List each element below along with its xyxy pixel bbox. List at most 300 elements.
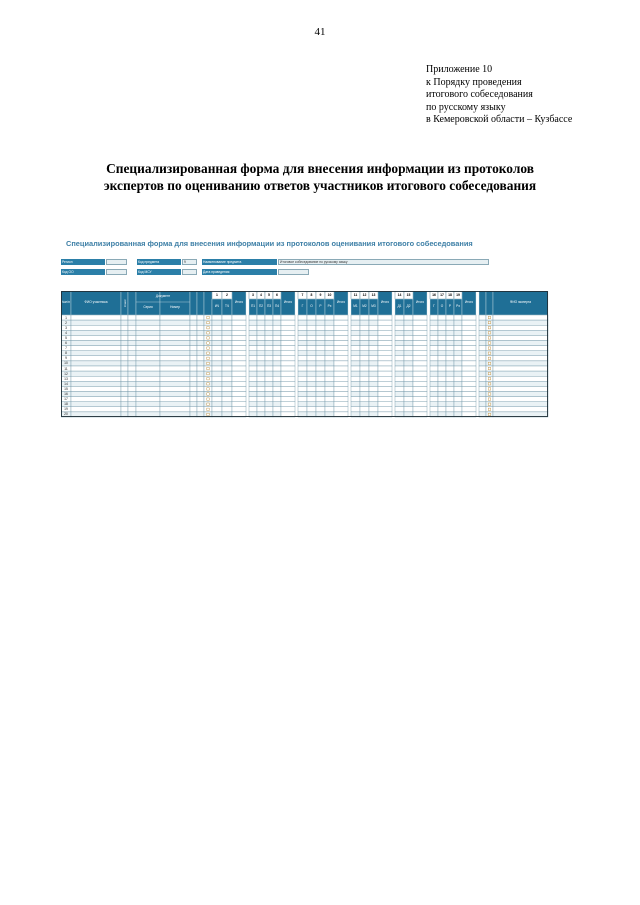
table-cell: [265, 371, 273, 376]
table-cell: [160, 330, 190, 335]
table-cell: [190, 402, 197, 407]
table-cell: [222, 407, 232, 412]
table-cell: [190, 361, 197, 366]
table-cell: [298, 397, 307, 402]
mark-header: [204, 291, 212, 315]
table-cell: [351, 376, 360, 381]
table-cell: [212, 381, 222, 386]
checkbox[interactable]: [207, 367, 209, 369]
table-cell: [430, 402, 438, 407]
table-cell: [413, 356, 427, 361]
checkbox[interactable]: [488, 362, 490, 364]
table-cell: [190, 325, 197, 330]
table-cell: [479, 341, 486, 346]
checkbox[interactable]: [207, 337, 209, 339]
table-cell: [438, 366, 446, 371]
table-cell: [395, 402, 404, 407]
table-cell: [249, 376, 257, 381]
table-cell: [136, 356, 160, 361]
table-cell: [197, 315, 204, 320]
table-cell: [360, 341, 369, 346]
table-cell: [273, 351, 281, 356]
checkbox[interactable]: [207, 408, 209, 410]
table-cell: [281, 315, 295, 320]
task-number: 8: [310, 293, 313, 297]
check-header: [479, 291, 486, 315]
table-cell: [404, 320, 413, 325]
table-cell: [121, 341, 128, 346]
checkbox[interactable]: [207, 357, 209, 359]
table-cell: [430, 341, 438, 346]
checkbox[interactable]: [488, 357, 490, 359]
table-cell: [307, 330, 316, 335]
table-cell: [446, 376, 454, 381]
checkbox[interactable]: [488, 383, 490, 385]
checkbox[interactable]: [488, 372, 490, 374]
table-cell: [413, 361, 427, 366]
table-cell: [249, 325, 257, 330]
table-cell: [212, 392, 222, 397]
table-cell: [121, 346, 128, 351]
subject-name-field[interactable]: Итоговое собеседование по русскому языку: [278, 259, 489, 265]
table-cell: [378, 386, 392, 391]
table-cell: [404, 376, 413, 381]
table-cell: [360, 371, 369, 376]
table-cell: [316, 325, 325, 330]
checkbox[interactable]: [207, 413, 209, 415]
checkbox[interactable]: [207, 383, 209, 385]
table-cell: [430, 351, 438, 356]
table-cell: [378, 315, 392, 320]
checkbox[interactable]: [207, 347, 209, 349]
table-cell: [197, 351, 204, 356]
checkbox[interactable]: [488, 352, 490, 354]
table-cell: [281, 397, 295, 402]
table-cell: [493, 402, 548, 407]
checkbox[interactable]: [207, 398, 209, 400]
table-cell: [128, 371, 136, 376]
table-cell: [273, 407, 281, 412]
table-cell: [493, 397, 548, 402]
table-cell: [160, 407, 190, 412]
table-cell: [197, 330, 204, 335]
table-cell: [369, 376, 378, 381]
checkbox[interactable]: [207, 388, 209, 390]
table-cell: [360, 330, 369, 335]
table-cell: [212, 386, 222, 391]
table-cell: [378, 361, 392, 366]
task-number: 16: [432, 293, 436, 297]
table-cell: [462, 315, 476, 320]
document-group-label: Документ: [155, 294, 171, 299]
table-cell: [430, 376, 438, 381]
table-cell: [222, 330, 232, 335]
table-cell: [438, 397, 446, 402]
table-cell: [257, 371, 265, 376]
table-cell: [128, 402, 136, 407]
table-cell: [128, 335, 136, 340]
table-cell: [454, 325, 462, 330]
task-number: 17: [440, 293, 444, 297]
table-cell: [160, 341, 190, 346]
table-cell: [197, 402, 204, 407]
subject-code-field[interactable]: 9: [182, 259, 197, 265]
table-cell: [479, 366, 486, 371]
checkbox[interactable]: [488, 408, 490, 410]
table-cell: [249, 407, 257, 412]
table-cell: [257, 356, 265, 361]
table-cell: [281, 356, 295, 361]
table-cell: [232, 402, 246, 407]
checkbox[interactable]: [488, 393, 490, 395]
table-cell: [232, 366, 246, 371]
row-number: 11: [64, 366, 68, 371]
checkbox[interactable]: [488, 413, 490, 415]
table-cell: [325, 376, 334, 381]
checkbox[interactable]: [207, 362, 209, 364]
table-cell: [438, 392, 446, 397]
table-cell: [197, 320, 204, 325]
table-cell: [404, 407, 413, 412]
table-cell: [298, 356, 307, 361]
total-header-label: Итого: [415, 300, 425, 305]
table-cell: [454, 371, 462, 376]
table-cell: [307, 356, 316, 361]
table-cell: [462, 407, 476, 412]
table-cell: [454, 356, 462, 361]
table-cell: [222, 335, 232, 340]
table-cell: [413, 397, 427, 402]
table-cell: [369, 346, 378, 351]
table-cell: [351, 407, 360, 412]
table-cell: [298, 381, 307, 386]
table-cell: [298, 351, 307, 356]
table-cell: [257, 392, 265, 397]
table-cell: [430, 366, 438, 371]
table-cell: [325, 397, 334, 402]
table-cell: [273, 392, 281, 397]
checkbox[interactable]: [207, 321, 209, 323]
table-cell: [462, 356, 476, 361]
table-cell: [430, 381, 438, 386]
checkbox[interactable]: [488, 378, 490, 380]
table-cell: [212, 335, 222, 340]
appendix-line: по русскому языку: [426, 101, 506, 113]
table-cell: [121, 320, 128, 325]
table-cell: [479, 315, 486, 320]
table-cell: [212, 341, 222, 346]
criterion-label: М1: [353, 304, 358, 309]
table-cell: [395, 371, 404, 376]
table-cell: [71, 402, 121, 407]
table-cell: [316, 320, 325, 325]
table-cell: [395, 386, 404, 391]
table-cell: [369, 371, 378, 376]
table-cell: [160, 335, 190, 340]
table-cell: [493, 356, 548, 361]
table-cell: [71, 335, 121, 340]
table-cell: [249, 386, 257, 391]
table-cell: [273, 341, 281, 346]
form-title: Специализированная форма для внесения информации из протоколов оценивания итогового собеседования: [66, 239, 473, 248]
table-cell: [197, 346, 204, 351]
table-cell: [307, 341, 316, 346]
table-cell: [128, 381, 136, 386]
table-cell: [351, 325, 360, 330]
table-cell: [438, 381, 446, 386]
task-number: 3: [252, 293, 254, 297]
table-cell: [232, 371, 246, 376]
table-cell: [369, 366, 378, 371]
criterion-label: Д2: [406, 304, 411, 309]
oo-code-field[interactable]: [106, 269, 127, 275]
criterion-label: О: [440, 304, 444, 309]
table-cell: [212, 320, 222, 325]
table-cell: [360, 392, 369, 397]
table-cell: [395, 361, 404, 366]
table-cell: [121, 386, 128, 391]
table-cell: [369, 335, 378, 340]
criterion-label: П3: [266, 304, 272, 309]
table-cell: [298, 320, 307, 325]
table-cell: [265, 346, 273, 351]
table-cell: [360, 361, 369, 366]
table-cell: [160, 366, 190, 371]
table-cell: [462, 346, 476, 351]
checkbox[interactable]: [207, 378, 209, 380]
table-cell: [232, 315, 246, 320]
table-cell: [351, 361, 360, 366]
msu-code-field[interactable]: [182, 269, 197, 275]
table-cell: [430, 371, 438, 376]
table-cell: [298, 402, 307, 407]
checkbox[interactable]: [488, 388, 490, 390]
table-cell: [462, 320, 476, 325]
checkbox[interactable]: [488, 332, 490, 334]
table-cell: [462, 361, 476, 366]
table-cell: [197, 371, 204, 376]
table-cell: [493, 315, 548, 320]
table-cell: [257, 361, 265, 366]
table-cell: [446, 407, 454, 412]
table-cell: [378, 320, 392, 325]
table-cell: [222, 392, 232, 397]
table-cell: [197, 381, 204, 386]
table-cell: [404, 392, 413, 397]
criterion-label: Р: [319, 304, 322, 309]
checkbox[interactable]: [207, 327, 209, 329]
table-cell: [395, 330, 404, 335]
table-cell: [265, 392, 273, 397]
table-cell: [316, 386, 325, 391]
checkbox[interactable]: [207, 352, 209, 354]
table-cell: [265, 402, 273, 407]
table-cell: [265, 407, 273, 412]
table-cell: [334, 381, 348, 386]
table-cell: [222, 386, 232, 391]
table-cell: [222, 351, 232, 356]
table-cell: [360, 407, 369, 412]
total-header-label: Итого: [234, 300, 244, 305]
table-cell: [307, 346, 316, 351]
checkbox[interactable]: [207, 342, 209, 344]
table-cell: [307, 402, 316, 407]
doc-type-header: [128, 291, 136, 315]
row-number: 2: [65, 320, 67, 325]
checkbox[interactable]: [488, 337, 490, 339]
table-cell: [249, 392, 257, 397]
table-cell: [430, 361, 438, 366]
table-cell: [257, 376, 265, 381]
table-cell: [404, 397, 413, 402]
task-number: 1: [216, 293, 218, 297]
checkbox[interactable]: [488, 347, 490, 349]
table-cell: [316, 341, 325, 346]
table-cell: [430, 407, 438, 412]
table-cell: [257, 335, 265, 340]
task-number: 13: [371, 293, 376, 297]
table-cell: [197, 376, 204, 381]
table-cell: [71, 356, 121, 361]
table-cell: [160, 356, 190, 361]
table-cell: [493, 381, 548, 386]
table-cell: [438, 356, 446, 361]
checkbox[interactable]: [207, 403, 209, 405]
table-cell: [281, 341, 295, 346]
table-cell: [360, 397, 369, 402]
table-cell: [413, 341, 427, 346]
table-cell: [257, 397, 265, 402]
table-cell: [128, 376, 136, 381]
table-cell: [281, 346, 295, 351]
table-cell: [334, 356, 348, 361]
table-cell: [479, 397, 486, 402]
row-number: 10: [64, 361, 68, 366]
checkbox[interactable]: [488, 367, 490, 369]
table-cell: [136, 361, 160, 366]
table-cell: [454, 346, 462, 351]
table-cell: [257, 351, 265, 356]
table-cell: [334, 325, 348, 330]
table-cell: [307, 325, 316, 330]
table-cell: [281, 402, 295, 407]
table-cell: [395, 346, 404, 351]
table-cell: [71, 407, 121, 412]
table-cell: [413, 351, 427, 356]
table-cell: [298, 341, 307, 346]
date-field[interactable]: [278, 269, 309, 275]
table-cell: [71, 376, 121, 381]
table-cell: [307, 320, 316, 325]
table-cell: [121, 356, 128, 361]
table-cell: [316, 351, 325, 356]
table-cell: [316, 346, 325, 351]
table-cell: [360, 320, 369, 325]
checkbox[interactable]: [488, 398, 490, 400]
table-cell: [413, 371, 427, 376]
table-cell: [249, 341, 257, 346]
table-cell: [307, 392, 316, 397]
table-cell: [265, 325, 273, 330]
page-number: 41: [314, 26, 326, 38]
checkbox[interactable]: [488, 321, 490, 323]
table-cell: [334, 402, 348, 407]
table-cell: [136, 407, 160, 412]
table-cell: [190, 351, 197, 356]
table-cell: [360, 325, 369, 330]
table-cell: [325, 335, 334, 340]
table-cell: [462, 376, 476, 381]
table-cell: [298, 361, 307, 366]
table-cell: [378, 371, 392, 376]
row-number: 19: [64, 407, 68, 412]
criterion-label: Г: [301, 304, 304, 309]
table-cell: [351, 320, 360, 325]
table-cell: [160, 402, 190, 407]
table-cell: [121, 371, 128, 376]
table-cell: [197, 397, 204, 402]
checkbox[interactable]: [207, 332, 209, 334]
table-cell: [413, 346, 427, 351]
table-cell: [378, 341, 392, 346]
table-cell: [281, 376, 295, 381]
table-cell: [273, 320, 281, 325]
table-cell: [222, 320, 232, 325]
table-cell: [493, 320, 548, 325]
table-cell: [462, 381, 476, 386]
checkbox[interactable]: [207, 316, 209, 318]
table-cell: [121, 335, 128, 340]
criterion-label: ИЧ: [214, 304, 220, 309]
table-cell: [430, 392, 438, 397]
table-cell: [257, 315, 265, 320]
table-cell: [404, 356, 413, 361]
table-cell: [232, 351, 246, 356]
checkbox[interactable]: [207, 372, 209, 374]
table-cell: [446, 392, 454, 397]
region-field[interactable]: [106, 259, 127, 265]
check-header: [486, 291, 493, 315]
checkbox[interactable]: [488, 327, 490, 329]
table-cell: [190, 335, 197, 340]
table-cell: [257, 320, 265, 325]
checkbox[interactable]: [488, 342, 490, 344]
row-number: 12: [64, 371, 68, 376]
checkbox[interactable]: [488, 403, 490, 405]
table-cell: [404, 325, 413, 330]
table-cell: [160, 386, 190, 391]
table-cell: [190, 381, 197, 386]
table-cell: [479, 325, 486, 330]
table-cell: [430, 386, 438, 391]
table-cell: [378, 325, 392, 330]
checkbox[interactable]: [207, 393, 209, 395]
table-cell: [316, 397, 325, 402]
table-cell: [479, 361, 486, 366]
table-cell: [413, 325, 427, 330]
table-cell: [136, 315, 160, 320]
table-cell: [454, 341, 462, 346]
table-cell: [316, 335, 325, 340]
task-number: 6: [276, 293, 278, 297]
table-cell: [298, 386, 307, 391]
table-cell: [71, 386, 121, 391]
checkbox[interactable]: [488, 316, 490, 318]
row-number: 4: [65, 330, 67, 335]
criterion-label: П4: [274, 304, 280, 309]
table-cell: [369, 341, 378, 346]
table-cell: [298, 330, 307, 335]
